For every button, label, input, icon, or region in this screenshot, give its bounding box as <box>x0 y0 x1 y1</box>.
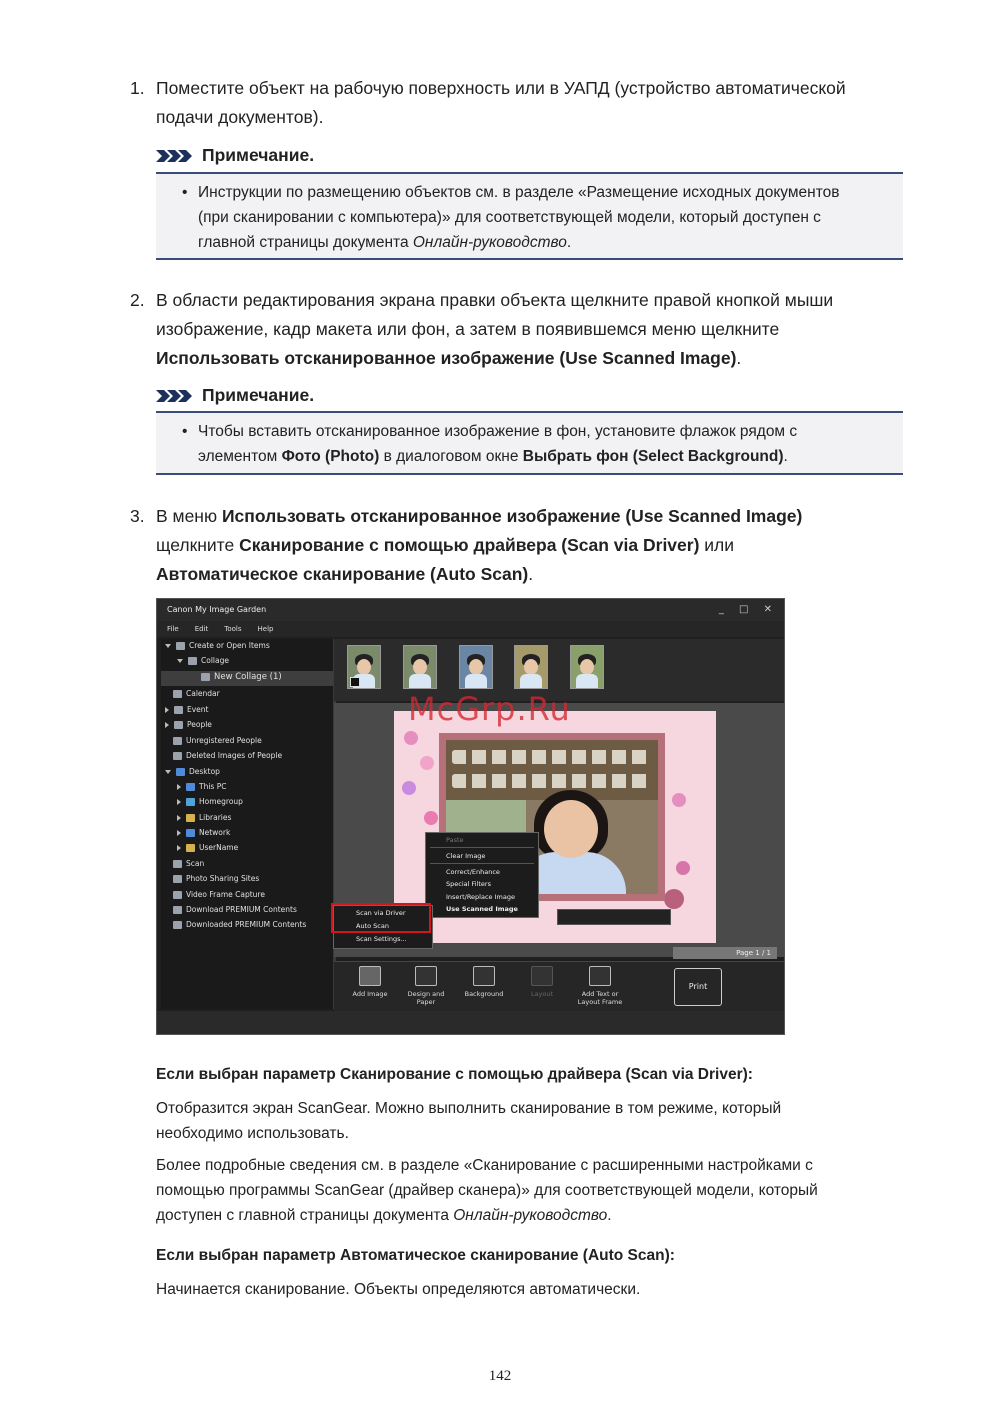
thumbnail[interactable] <box>514 645 548 689</box>
sidebar-item-unregistered[interactable]: Unregistered People <box>173 736 262 745</box>
app-screenshot <box>156 598 785 1035</box>
page-number: 142 <box>488 1368 512 1384</box>
step-1 <box>130 74 910 132</box>
paragraph: Отобразится экран ScanGear. Можно выполнить сканирование в том режиме, который необходимо использовать. <box>156 1100 782 1142</box>
thumbnail-checkbox[interactable] <box>350 677 360 687</box>
note-arrows-icon <box>156 388 194 404</box>
sidebar-item-downloaded-premium[interactable]: Downloaded PREMIUM Contents <box>173 920 306 929</box>
ctx-paste[interactable]: Paste <box>446 836 464 844</box>
note-arrows-icon <box>156 148 194 164</box>
menu-scan-via-driver[interactable]: Scan via Driver <box>356 909 406 917</box>
online-manual-link[interactable]: Онлайн-руководство <box>453 1207 608 1224</box>
sidebar-item-homegroup[interactable]: Homegroup <box>177 797 243 806</box>
section-heading: Если выбран параметр Сканирование с помощью драйвера (Scan via Driver): <box>156 1066 753 1083</box>
sidebar-item-libraries[interactable]: Libraries <box>177 813 231 822</box>
ctx-clear-image[interactable]: Clear Image <box>446 852 486 860</box>
add-image-button[interactable]: Add Image <box>342 966 398 998</box>
sidebar-item-event[interactable]: Event <box>165 705 209 714</box>
sidebar-item-desktop[interactable]: Desktop <box>165 767 220 776</box>
menu-scan-settings[interactable]: Scan Settings... <box>356 935 407 943</box>
thumbnail[interactable] <box>459 645 493 689</box>
section-heading: Если выбран параметр Автоматическое сканирование (Auto Scan): <box>156 1247 675 1264</box>
step-2: 2. В области редактирования экрана правки объекта щелкните правой кнопкой мыши изображение, кадр макета или фон, а затем в появившемся меню щелкните Использовать отсканированное изображение (Use Scanned Image). <box>130 286 910 373</box>
flower-decoration <box>402 781 416 795</box>
print-button[interactable]: Print <box>674 968 722 1006</box>
paragraph: Более подробные сведения см. в разделе «Сканирование с расширенными настройками с помощью программы ScanGear (драйвер сканера)» для соответствующей модели, который доступен с главной страницы документа Онлайн-руководство. <box>156 1157 818 1224</box>
flower-decoration <box>404 731 418 745</box>
flower-decoration <box>676 861 690 875</box>
ctx-correct[interactable]: Correct/Enhance <box>446 868 500 876</box>
flower-decoration <box>664 889 684 909</box>
sidebar-item-download-premium[interactable]: Download PREMIUM Contents <box>173 905 297 914</box>
step-number: 2. <box>130 290 145 310</box>
highlight-box <box>331 903 431 933</box>
note-box: • Чтобы вставить отсканированное изображение в фон, установите флажок рядом с элементом Фото (Photo) в диалоговом окне Выбрать фон (Select Background). <box>156 411 903 475</box>
sidebar-item-network[interactable]: Network <box>177 828 230 837</box>
menu-help[interactable]: Help <box>257 625 274 633</box>
sidebar-item-photo-sharing[interactable]: Photo Sharing Sites <box>173 874 259 883</box>
ctx-insert-replace[interactable]: Insert/Replace Image <box>446 893 515 901</box>
sidebar-item-this-pc[interactable]: This PC <box>177 782 226 791</box>
window-controls[interactable]: _ □ ✕ <box>718 604 778 615</box>
sidebar-item-create[interactable]: Create or Open Items <box>165 641 270 650</box>
window-title: Canon My Image Garden <box>167 605 267 614</box>
menu-edit[interactable]: Edit <box>194 625 209 633</box>
step-number: 1. <box>130 78 145 98</box>
page-indicator: Page 1 / 1 <box>673 947 777 959</box>
flower-decoration <box>424 811 438 825</box>
sidebar-item-collage[interactable]: Collage <box>177 656 229 665</box>
layout-button[interactable]: Layout <box>514 966 570 998</box>
online-manual-link[interactable]: Онлайн-руководство <box>412 234 567 251</box>
flower-decoration <box>672 793 686 807</box>
watermark: McGrp.Ru <box>408 690 571 728</box>
ctx-use-scanned-image[interactable]: Use Scanned Image <box>446 905 518 913</box>
thumbnail[interactable] <box>403 645 437 689</box>
note-box: • Инструкции по размещению объектов см. в разделе «Размещение исходных документов (при сканировании с компьютера)» для соответствующей модели, который доступен с главной страницы документа Онлайн-руководство. <box>156 172 903 260</box>
step-3: 3. В меню Использовать отсканированное изображение (Use Scanned Image) щелкните Сканирование с помощью драйвера (Scan via Driver) или Автоматическое сканирование (Auto Scan). <box>130 502 910 589</box>
context-menu <box>425 832 539 918</box>
add-text-button[interactable]: Add Text or Layout Frame <box>572 966 628 1006</box>
sidebar-item-video-frame[interactable]: Video Frame Capture <box>173 890 265 899</box>
design-paper-button[interactable]: Design and Paper <box>398 966 454 1006</box>
sidebar-item-scan[interactable]: Scan <box>173 859 204 868</box>
sidebar-item-deleted[interactable]: Deleted Images of People <box>173 751 282 760</box>
ctx-special-filters[interactable]: Special Filters <box>446 880 491 888</box>
step-number: 3. <box>130 506 145 526</box>
background-button[interactable]: Background <box>456 966 512 998</box>
sidebar-item-calendar[interactable]: Calendar <box>173 689 220 698</box>
step-text: Поместите объект на рабочую поверхность или в УАПД (устройство автоматической <box>156 78 846 98</box>
menu-bar <box>157 621 785 637</box>
flower-decoration <box>420 756 434 770</box>
sidebar-item-username[interactable]: UserName <box>177 843 238 852</box>
note-title: Примечание. <box>156 385 314 406</box>
sidebar-item-people[interactable]: People <box>165 720 212 729</box>
bottom-toolbar <box>334 961 784 1012</box>
window-titlebar <box>157 599 785 621</box>
menu-tools[interactable]: Tools <box>224 625 242 633</box>
image-zoom-slider[interactable] <box>557 909 671 925</box>
paragraph: Начинается сканирование. Объекты определяются автоматически. <box>156 1281 641 1298</box>
thumbnail[interactable] <box>570 645 604 689</box>
step-text: подачи документов). <box>156 107 324 127</box>
sidebar-item-new-collage[interactable]: New Collage (1) <box>201 672 282 682</box>
sidebar <box>161 639 336 1009</box>
status-bar <box>157 1011 785 1035</box>
note-title: Примечание. <box>156 145 314 166</box>
menu-file[interactable]: File <box>167 625 179 633</box>
menu-auto-scan[interactable]: Auto Scan <box>356 922 389 930</box>
